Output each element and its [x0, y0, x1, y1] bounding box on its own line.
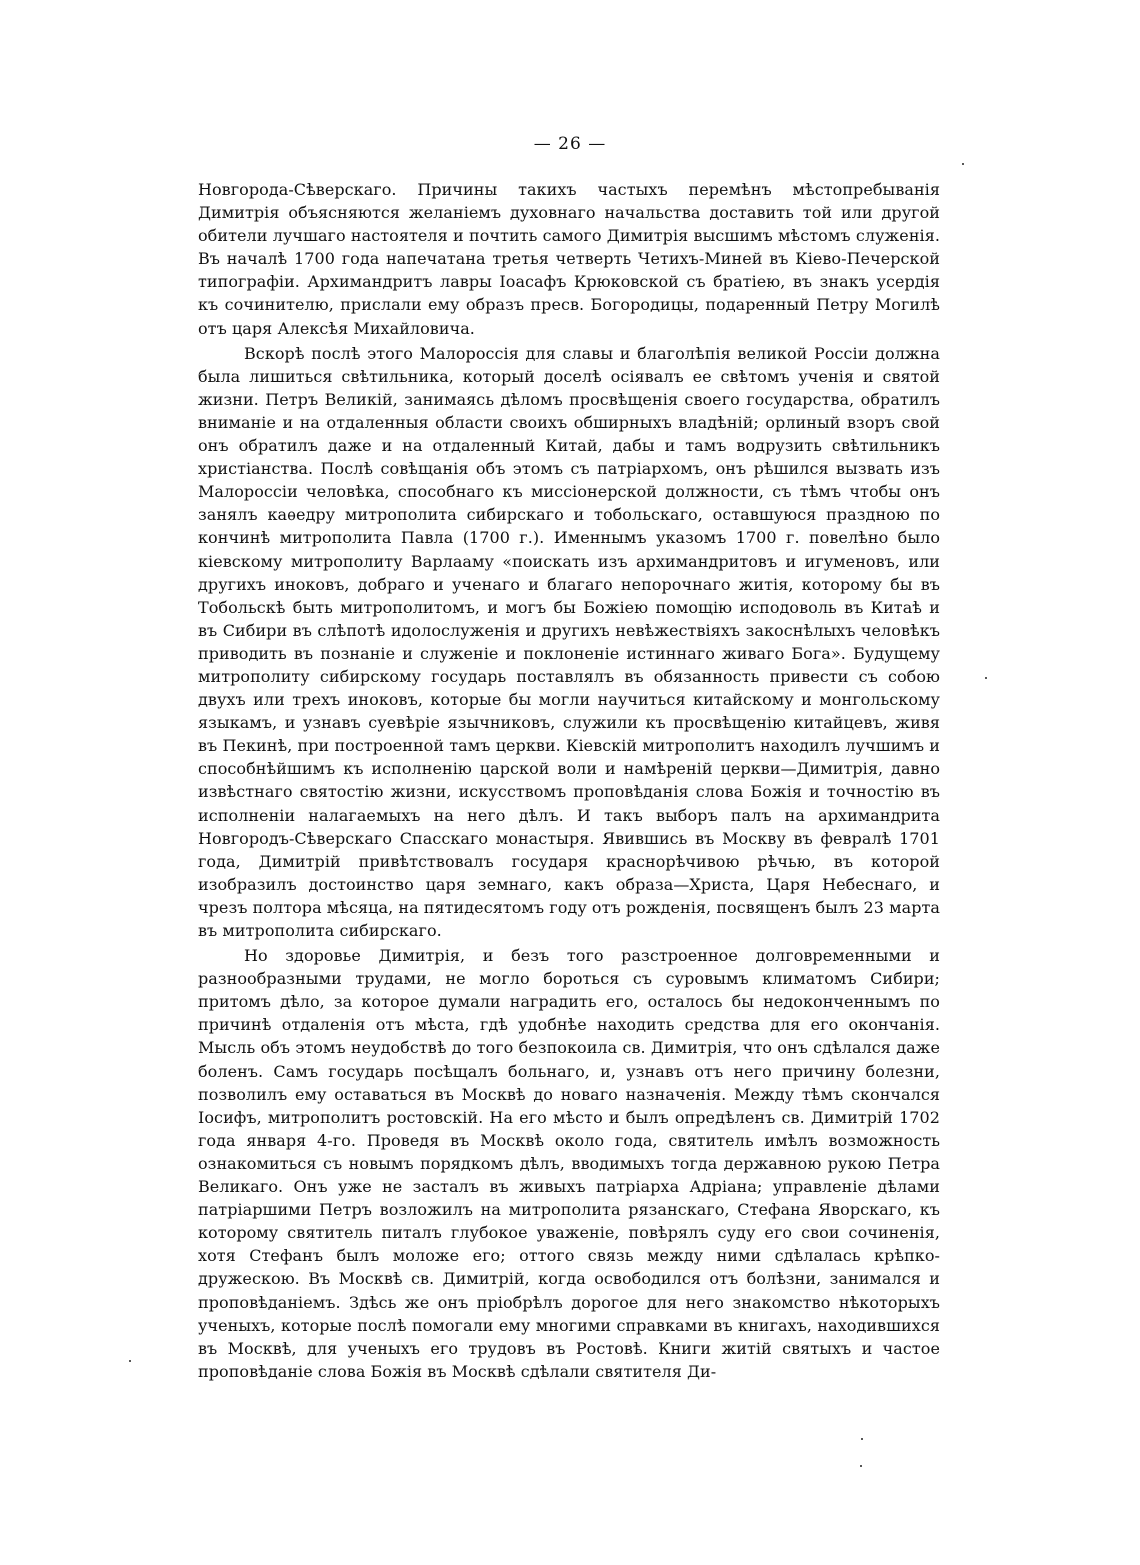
paragraph-3: Но здоровье Димитрія, и безъ того разстроенное долговременными и разнообразными трудами, не могло бороться съ суровымъ климатомъ Сибири; притомъ дѣло, за которое думали наградить его, осталось бы недоконченнымъ по причинѣ отдаленія отъ мѣста, гдѣ удобнѣе находить средства для его окончанія. Мысль объ этомъ неудобствѣ до того безпокоила св. Димитрія, что онъ сдѣлался даже боленъ. Самъ государь посѣщалъ больнаго, и, узнавъ отъ него причину болезни, позволилъ ему оставаться въ Москвѣ до новаго назначенія. Между тѣмъ скончался Іосифъ, митрополитъ ростовскій. На его мѣсто и былъ опредѣленъ св. Димитрій 1702 года января 4-го. Проведя въ Москвѣ около года, святитель имѣлъ возможность ознакомиться съ новымъ порядкомъ дѣлъ, вводимыхъ тогда державною рукою Петра Великаго. Онъ уже не засталъ въ живыхъ патріарха Адріана; управленіе дѣлами патріаршими Петръ возложилъ на митрополита рязанскаго, Стефана Яворскаго, къ которому святитель питалъ глубокое уваженіе, повѣрялъ суду его свои сочиненія, хотя Стефанъ былъ моложе его; оттого связь между ними сдѣлалась крѣпко-дружескою. Въ Москвѣ св. Димитрій, когда освободился отъ болѣзни, занимался и проповѣданіемъ. Здѣсь же онъ пріобрѣлъ дорогое для него знакомство нѣкоторыхъ ученыхъ, которые послѣ помогали ему многими справками въ книгахъ, находившихся въ Москвѣ, для ученыхъ его трудовъ въ Ростовѣ. Книги житій святыхъ и частое проповѣданіе слова Божія въ Москвѣ сдѣлали святителя Ди- — [198, 946, 940, 1381]
scan-speck — [861, 1438, 863, 1440]
scan-speck — [985, 677, 987, 679]
scan-speck — [962, 163, 964, 165]
page-number: — 26 — — [533, 134, 607, 154]
body-text — [198, 178, 940, 1383]
paragraph-1: Новгорода-Сѣверскаго. Причины такихъ частыхъ перемѣнъ мѣстопребыванія Димитрія объясняются желаніемъ духовнаго начальства доставить той или другой обители лучшаго настоятеля и почтить самого Димитрія высшимъ мѣстомъ служенія. Въ началѣ 1700 года напечатана третья четверть Четихъ-Миней въ Кіево-Печерской типографіи. Архимандритъ лавры Іоасафъ Крюковской съ братіею, въ знакъ усердія къ сочинителю, прислали ему образъ пресв. Богородицы, подаренный Петру Могилѣ отъ царя Алексѣя Михайловича. — [198, 180, 940, 338]
scan-speck — [860, 1465, 862, 1467]
paragraph-2: Вскорѣ послѣ этого Малороссія для славы и благолѣпія великой Россіи должна была лишиться свѣтильника, который доселѣ осіявалъ ее свѣтомъ ученія и святой жизни. Петръ Великій, занимаясь дѣломъ просвѣщенія своего государства, обратилъ вниманіе и на отдаленныя области своихъ обширныхъ владѣній; орлиный взоръ свой онъ обратилъ даже и на отдаленный Китай, дабы и тамъ водрузить свѣтильникъ христіанства. Послѣ совѣщанія объ этомъ съ патріархомъ, онъ рѣшился вызвать изъ Малороссіи человѣка, способнаго къ миссіонерской должности, съ тѣмъ чтобы онъ занялъ каѳедру митрополита сибирскаго и тобольскаго, оставшуюся праздною по кончинѣ митрополита Павла (1700 г.). Именнымъ указомъ 1700 г. повелѣно было кіевскому митрополиту Варлааму «поискать изъ архимандритовъ и игуменовъ, или другихъ иноковъ, добраго и ученаго и благаго непорочнаго житія, которому бы въ Тобольскѣ быть митрополитомъ, и могъ бы Божіею помощію исподоволь въ Китаѣ и въ Сибири въ слѣпотѣ идолослуженія и другихъ невѣжествіяхъ закоснѣлыхъ человѣкъ приводить въ познаніе и служеніе и поклоненіе истиннаго живаго Бога». Будущему митрополиту сибирскому государь поставлялъ въ обязанность привести съ собою двухъ или трехъ иноковъ, которые бы могли научиться китайскому и монгольскому языкамъ, и узнавъ суевѣріе язычниковъ, служили къ просвѣщенію китайцевъ, живя въ Пекинѣ, при построенной тамъ церкви. Кіевскій митрополитъ находилъ лучшимъ и способнѣйшимъ къ исполненію царской воли и намѣреній церкви—Димитрія, давно извѣстнаго святостію жизни, искусствомъ проповѣданія слова Божія и точностію въ исполненіи налагаемыхъ на него дѣлъ. И такъ выборъ палъ на архимандрита Новгородъ-Сѣверскаго Спасскаго монастыря. Явившись въ Москву въ февралѣ 1701 года, Димитрій привѣтствовалъ государя краснорѣчивою рѣчью, въ которой изобразилъ достоинство царя земнаго, какъ образа—Христа, Царя Небеснаго, и чрезъ полтора мѣсяца, на пятидесятомъ году отъ рожденія, посвященъ былъ 23 марта въ митрополита сибирскаго. — [198, 343, 940, 940]
scan-speck — [129, 1360, 131, 1362]
